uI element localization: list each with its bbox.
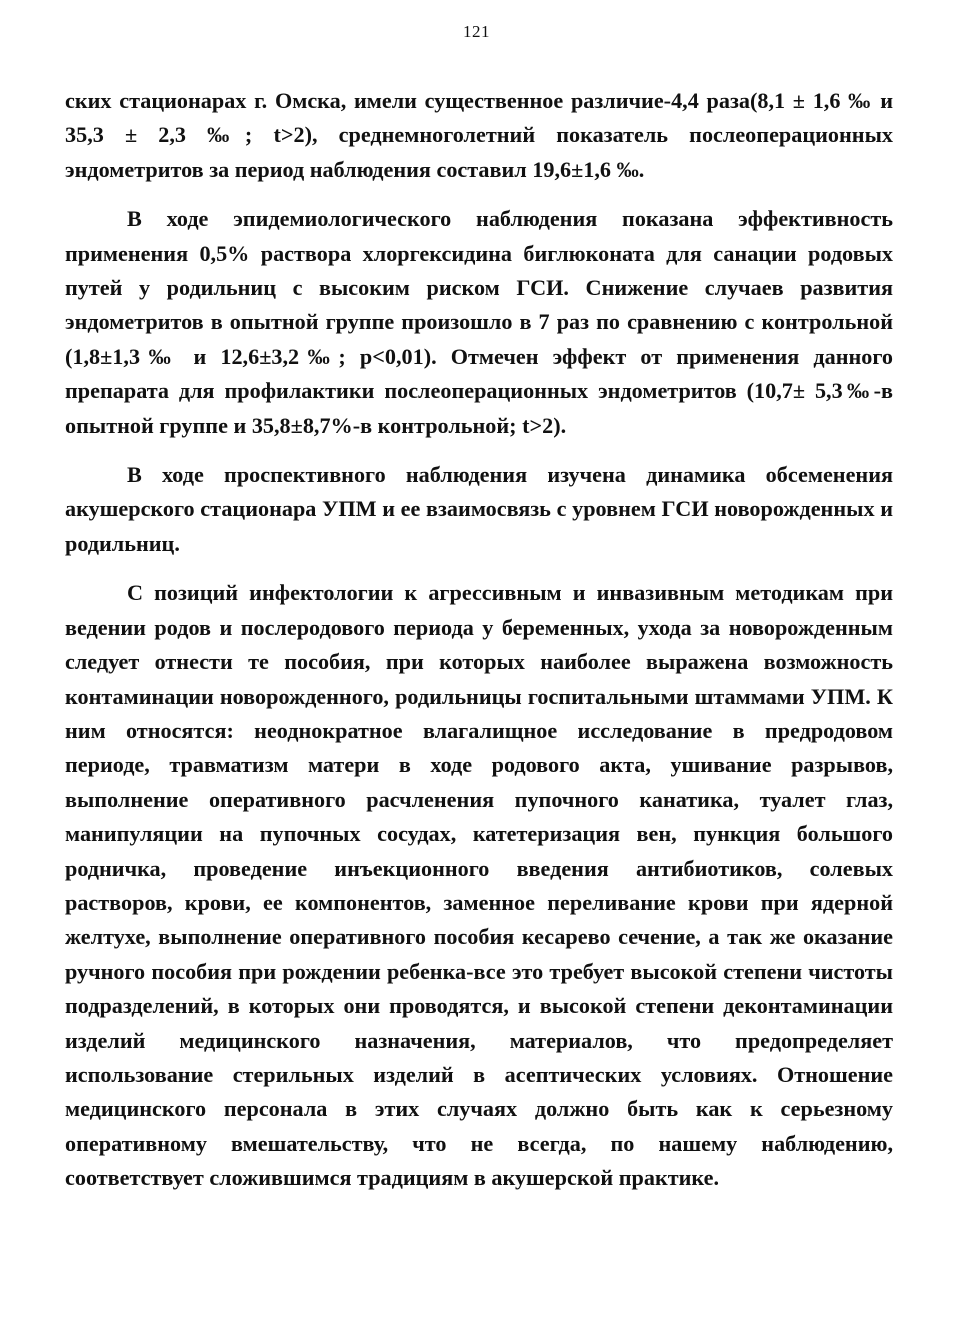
paragraph-invasive-methods: С позиций инфектологии к агрессивным и инвазивным методикам при ведении родов и послеродового периода у беременных, ухода за новорожденным следует отнести те пособия, при которых наиболее выражена возможность контаминации новорожденного, родильницы госпитальными штаммами УПМ. К ним относятся: неоднократное влагалищное исследование в предродовом периоде, травматизм матери в ходе родового акта, ушивание разрывов, выполнение оперативного расчленения пупочного канатика, туалет глаз, манипуляции на пупочных сосудах, катетеризация вен, пункция большого родничка, проведение инъекционного введения антибиотиков, солевых растворов, крови, ее компонентов, заменное переливание крови при ядерной желтухе, выполнение оперативного пособия кесарево сечение, а так же оказание ручного пособия при рождении ребенка-все это требует высокой степени чистоты подразделений, в которых они проводятся, и высокой степени деконтаминации изделий медицинского назначения, материалов, что предопределяет использование стерильных изделий в асептических условиях. Отношение медицинского персонала в этих случаях должно быть как к серьезному оперативному вмешательству, что не всегда, по нашему наблюдению, соответствует сложившимся традициям в акушерской практике. — [65, 580, 893, 1191]
page-number: 121 — [463, 22, 490, 41]
paragraph-chlorhexidine-efficacy: В ходе эпидемиологического наблюдения показана эффективность применения 0,5% раствора хлоргексидина биглюконата для санации родовых путей у родильниц с высоким риском ГСИ. Снижение случаев развития эндометритов в опытной группе произошло в 7 раз по сравнению с контрольной (1,8±1,3‰ и 12,6±3,2‰; p<0,01). Отмечен эффект от применения данного препарата для профилактики послеоперационных эндометритов (10,7± 5,3‰-в опытной группе и 35,8±8,7%-в контрольной; t>2). — [65, 206, 893, 438]
paragraph-prospective-observation: В ходе проспективного наблюдения изучена динамика обсеменения акушерского стационара УПМ и ее взаимосвязь с уровнем ГСИ новорожденных и родильниц. — [65, 462, 893, 556]
paragraph-continued: ских стационарах г. Омска, имели существенное различие-4,4 раза(8,1 ± 1,6 ‰ и 35,3 ± 2,3 ‰; t>2), среднемноголетний показатель послеоперационных эндометритов за период наблюдения составил 19,6±1,6 ‰. — [65, 88, 893, 182]
document-body — [65, 84, 893, 1196]
